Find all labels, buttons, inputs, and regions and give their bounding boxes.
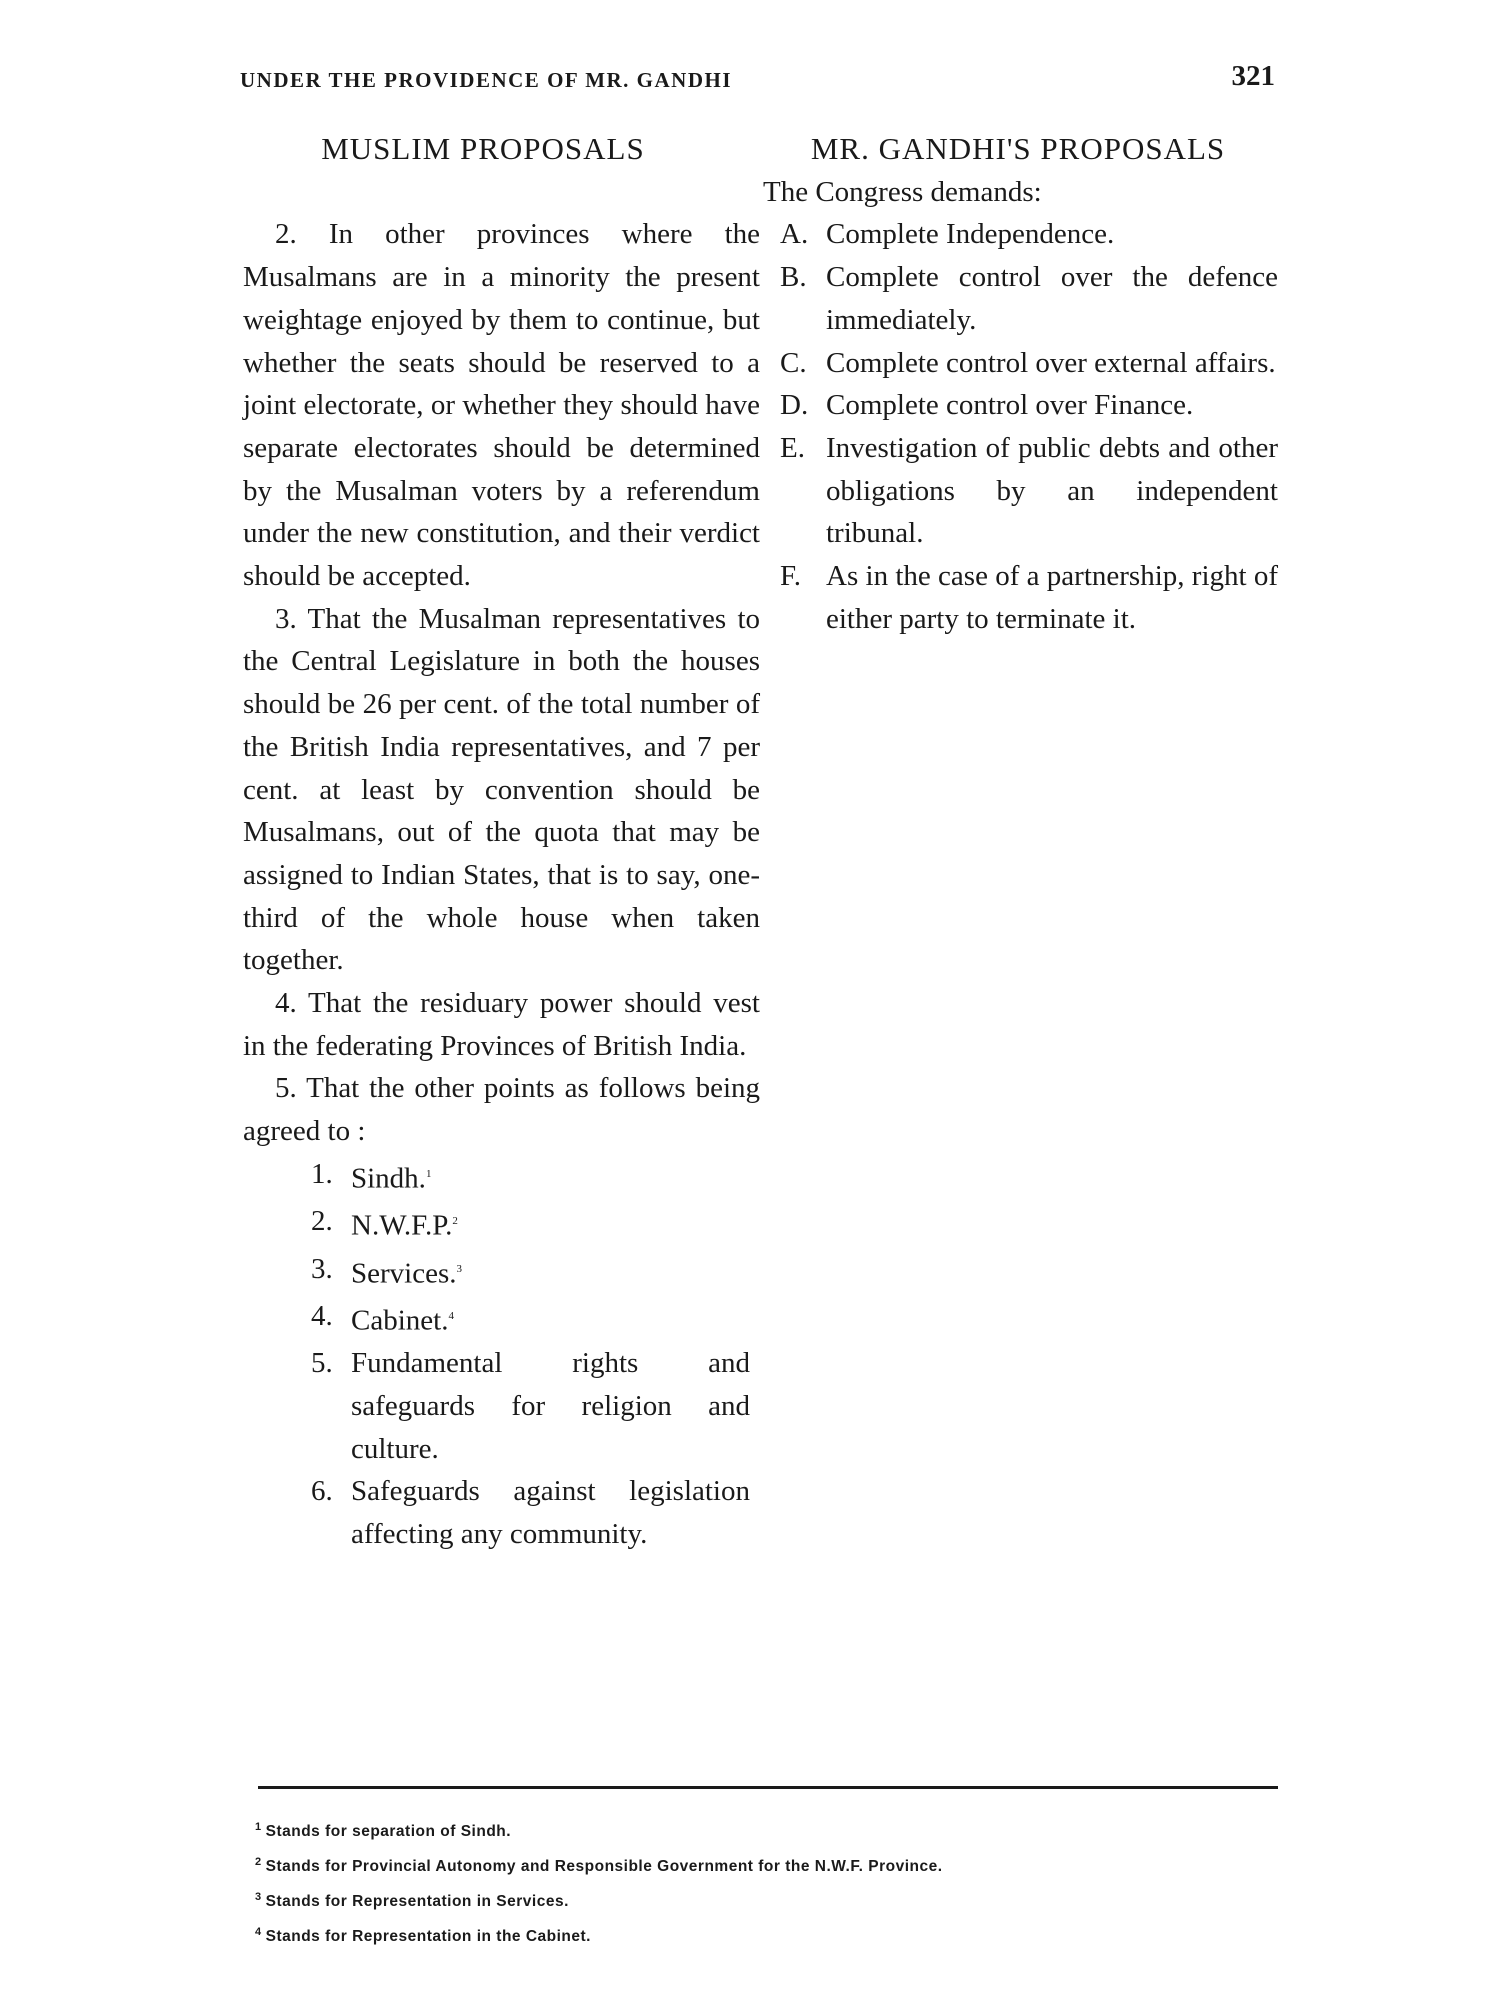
footnotes — [255, 1812, 1275, 1953]
demand-item — [758, 384, 1278, 427]
footnote — [255, 1917, 1275, 1952]
demand-item — [758, 213, 1278, 256]
proposal-paragraph-3: 3. That the Musalman representatives to the Central Legislature in both the houses should be 26 per cent. of the total number of the British India representatives, and 7 per cent. at least by convention should be Musalmans, out of the quota that may be assigned to Indian States, that is to say, one-third of the whole house when taken together. — [243, 602, 760, 977]
column-spacer — [243, 171, 760, 214]
demand-letter: E. — [780, 431, 805, 464]
other-point-item — [243, 1200, 760, 1247]
footnote — [255, 1847, 1275, 1882]
demand-letter: C. — [780, 346, 807, 379]
congress-demands-intro: The Congress demands: — [763, 175, 1042, 208]
other-point-number: 6. — [311, 1475, 333, 1508]
proposal-paragraph-2: 2. In other provinces where the Musalmans are in a minority the present weightage enjoyed by them to continue, but whether the seats should be reserved to a joint electorate, or whether they should have separate electorates should be determined by the Musalman voters by a referendum under the new constitution, and their verdict should be accepted. — [243, 218, 760, 593]
running-header — [240, 60, 1275, 100]
demand-letter: D. — [780, 389, 809, 422]
gandhi-proposals-column — [758, 128, 1278, 640]
demand-text: Investigation of public debts and other obligations by an independent tribunal. — [826, 431, 1278, 550]
other-points-list — [243, 1153, 760, 1556]
footnote-divider — [258, 1786, 1278, 1789]
gandhi-proposals-heading: MR. GANDHI'S PROPOSALS — [810, 131, 1226, 166]
other-point-number: 4. — [311, 1299, 333, 1332]
other-point-item — [243, 1470, 760, 1555]
footnote-mark: 1 — [255, 1821, 262, 1833]
demand-text: Complete control over the defence immediately. — [826, 261, 1278, 336]
other-point-number: 2. — [311, 1205, 333, 1238]
other-point-text: Sindh. — [351, 1162, 426, 1195]
proposal-paragraph-4: 4. That the residuary power should vest in the federating Provinces of British India. — [243, 987, 760, 1062]
footnote — [255, 1812, 1275, 1847]
other-point-text: N.W.F.P. — [351, 1209, 453, 1242]
demand-text: As in the case of a partnership, right of either party to terminate it. — [826, 560, 1278, 635]
footnote-text: Stands for Representation in the Cabinet. — [265, 1928, 591, 1946]
demand-letter: A. — [780, 218, 809, 251]
congress-demands-list — [758, 213, 1278, 640]
footnote-reference: 3 — [456, 1262, 462, 1275]
footnote-text: Stands for separation of Sindh. — [265, 1823, 512, 1841]
footnote-mark: 2 — [255, 1856, 262, 1869]
other-point-number: 5. — [311, 1347, 333, 1380]
demand-text: Complete Independence. — [826, 218, 1115, 251]
other-point-item — [243, 1295, 760, 1342]
footnote-mark: 4 — [255, 1926, 262, 1939]
other-point-text: Fundamental rights and safeguards for religion and culture. — [351, 1347, 750, 1465]
demand-text: Complete control over external affairs. — [826, 346, 1276, 379]
demand-item — [758, 256, 1278, 341]
footnote-mark: 3 — [255, 1891, 262, 1904]
footnote-text: Stands for Provincial Autonomy and Responsible Government for the N.W.F. Province. — [265, 1858, 943, 1876]
footnote-reference: 4 — [448, 1309, 454, 1322]
other-point-number: 3. — [311, 1252, 333, 1285]
demand-item — [758, 342, 1278, 385]
demand-letter: B. — [780, 261, 807, 294]
other-point-item — [243, 1248, 760, 1295]
other-point-item — [243, 1342, 760, 1470]
footnote-reference: 1 — [425, 1167, 432, 1180]
proposal-paragraph-5: 5. That the other points as follows being agreed to : — [243, 1072, 760, 1148]
other-point-text: Safeguards against legislation affecting any community. — [351, 1475, 750, 1551]
footnote-text: Stands for Representation in Services. — [265, 1893, 569, 1911]
muslim-proposals-column — [243, 128, 760, 1556]
footnote-reference: 2 — [452, 1215, 458, 1228]
demand-letter: F. — [780, 560, 802, 593]
page-number: 321 — [1231, 60, 1275, 92]
footnote — [255, 1882, 1275, 1917]
demand-item — [758, 427, 1278, 555]
other-point-text: Services. — [351, 1257, 457, 1290]
demand-item — [758, 555, 1278, 640]
muslim-proposals-heading: MUSLIM PROPOSALS — [321, 131, 645, 166]
other-point-text: Cabinet. — [351, 1304, 449, 1337]
demand-text: Complete control over Finance. — [826, 389, 1194, 422]
other-point-item — [243, 1153, 760, 1200]
other-point-number: 1. — [311, 1157, 333, 1190]
running-title: UNDER THE PROVIDENCE OF MR. GANDHI — [240, 68, 733, 92]
